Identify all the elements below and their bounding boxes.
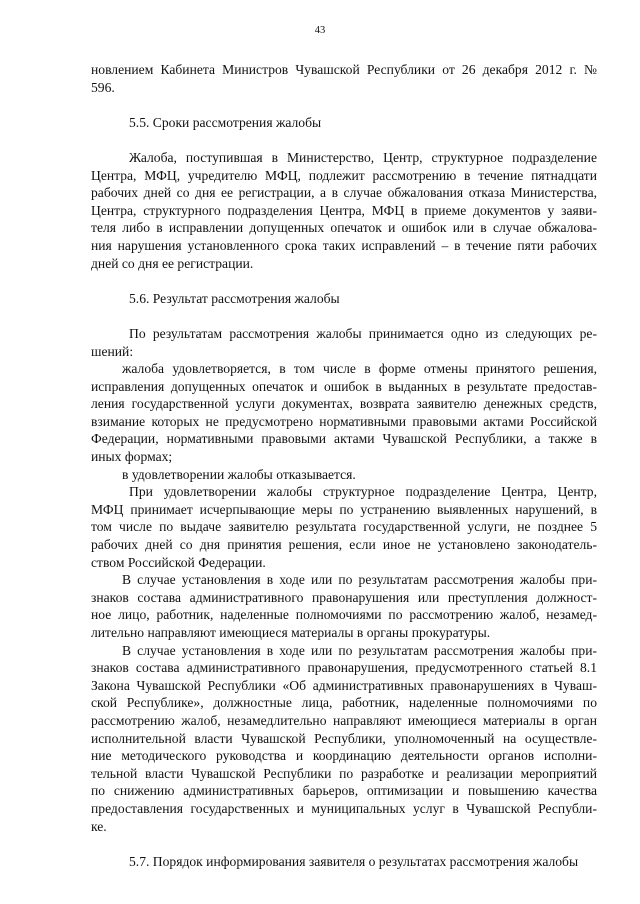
text-line: знаков состава административного правонарушения или преступления должност- (91, 589, 597, 605)
text-line: тельной власти Чувашской Республики по разработке и реализации мероприятий (91, 765, 597, 781)
text-line: исполнительной власти Чувашской Республики, уполномоченный на осуществле- (91, 730, 597, 746)
text-line: Закона Чувашской Республики «Об административных правонарушениях в Чуваш- (91, 677, 597, 693)
text-line: взимание которых не предусмотрено нормативными правовыми актами Российской (91, 413, 597, 429)
section-5-6-heading: 5.6. Результат рассмотрения жалобы (129, 290, 340, 306)
text-line: жалоба удовлетворяется, в том числе в форме отмены принятого решения, (122, 361, 597, 377)
section-5-5-heading: 5.5. Сроки рассмотрения жалобы (129, 114, 322, 130)
text-line: новлением Кабинета Министров Чувашской Республики от 26 декабря 2012 г. № (91, 62, 597, 77)
text-line: ние методического руководства и координацию деятельности органов исполни- (91, 748, 597, 764)
text-line: ния нарушения установленного срока таких исправлений – в течение пяти рабочих (91, 237, 597, 253)
text-line: иных формах; (91, 449, 173, 465)
intro-paragraph (91, 61, 597, 96)
section-5-7-heading: 5.7. Порядок информирования заявителя о результатах рассмотрения жалобы (129, 853, 579, 869)
text-line: В случае установления в ходе или по результатам рассмотрения жалобы при- (122, 572, 597, 588)
text-line: ской Республике», должностные лица, работник, наделенные полномочиями по (91, 695, 597, 711)
text-line: В случае установления в ходе или по результатам рассмотрения жалобы при- (122, 642, 597, 658)
text-line: При удовлетворении жалобы структурное подразделение Центра, Центр, (129, 484, 597, 500)
section-5-5-paragraph (91, 149, 597, 272)
text-line: лительно направляют имеющиеся материалы в органы прокуратуры. (91, 625, 491, 640)
text-line: Федерации, нормативными правовыми актами Чувашской Республики, а также в (91, 431, 597, 447)
document-body (91, 61, 597, 870)
text-line: теля либо в исправлении допущенных опечаток и ошибок или в случае обжалова- (91, 220, 597, 236)
text-line: МФЦ принимает исчерпывающие меры по устранению выявленных нарушений, в (91, 501, 597, 517)
text-line: ное лицо, работник, наделенные полномочиями по рассмотрению жалоб, незамед- (91, 607, 597, 623)
text-line: по снижению административных барьеров, оптимизации и повышению качества (91, 783, 597, 799)
page-number: 43 (314, 25, 326, 36)
text-line: предоставления государственных и муниципальных услуг в Чувашской Республи- (91, 800, 597, 816)
decision-intro-paragraph (91, 325, 597, 360)
admin-offense-paragraph (91, 642, 597, 836)
text-line: дней со дня ее регистрации. (91, 255, 254, 271)
upon-satisfaction-paragraph (91, 483, 597, 571)
text-line: ке. (91, 818, 107, 834)
text-line: Жалоба, поступившая в Министерство, Центр, структурное подразделение (129, 149, 597, 165)
text-line: ления государственной услуги документах, возврата заявителю денежных средств, (91, 396, 597, 412)
text-line: шений: (91, 343, 134, 359)
text-line: По результатам рассмотрения жалобы принимается одно из следующих ре- (129, 325, 597, 341)
text-line: Центра, структурного подразделения Центра, МФЦ в приеме документов у заяви- (91, 202, 597, 218)
text-line: Центра, МФЦ, учредителю МФЦ, подлежит рассмотрению в течение пятнадцати (91, 167, 597, 183)
text-line: исправления допущенных опечаток и ошибок в выданных в результате предостав- (91, 378, 597, 394)
text-line: рабочих дней со дня ее регистрации, а в случае обжалования отказа Министерства, (91, 185, 597, 201)
text-line: рассмотрению жалоб, незамедлительно направляют имеющиеся материалы в орган (91, 712, 597, 728)
text-line: 596. (91, 79, 115, 95)
text-line: ством Российской Федерации. (91, 554, 266, 570)
text-line: рабочих дней со дня принятия решения, если иное не установлено законодатель- (91, 537, 597, 553)
crime-signs-paragraph (91, 571, 597, 641)
text-line: знаков состава административного правонарушения, предусмотренного статьей 8.1 (91, 660, 597, 676)
option-satisfied-paragraph (91, 360, 597, 466)
option-refused-paragraph: в удовлетворении жалобы отказывается. (122, 466, 356, 482)
text-line: том числе по выдаче заявителю результата государственной услуги, не позднее 5 (91, 519, 597, 535)
